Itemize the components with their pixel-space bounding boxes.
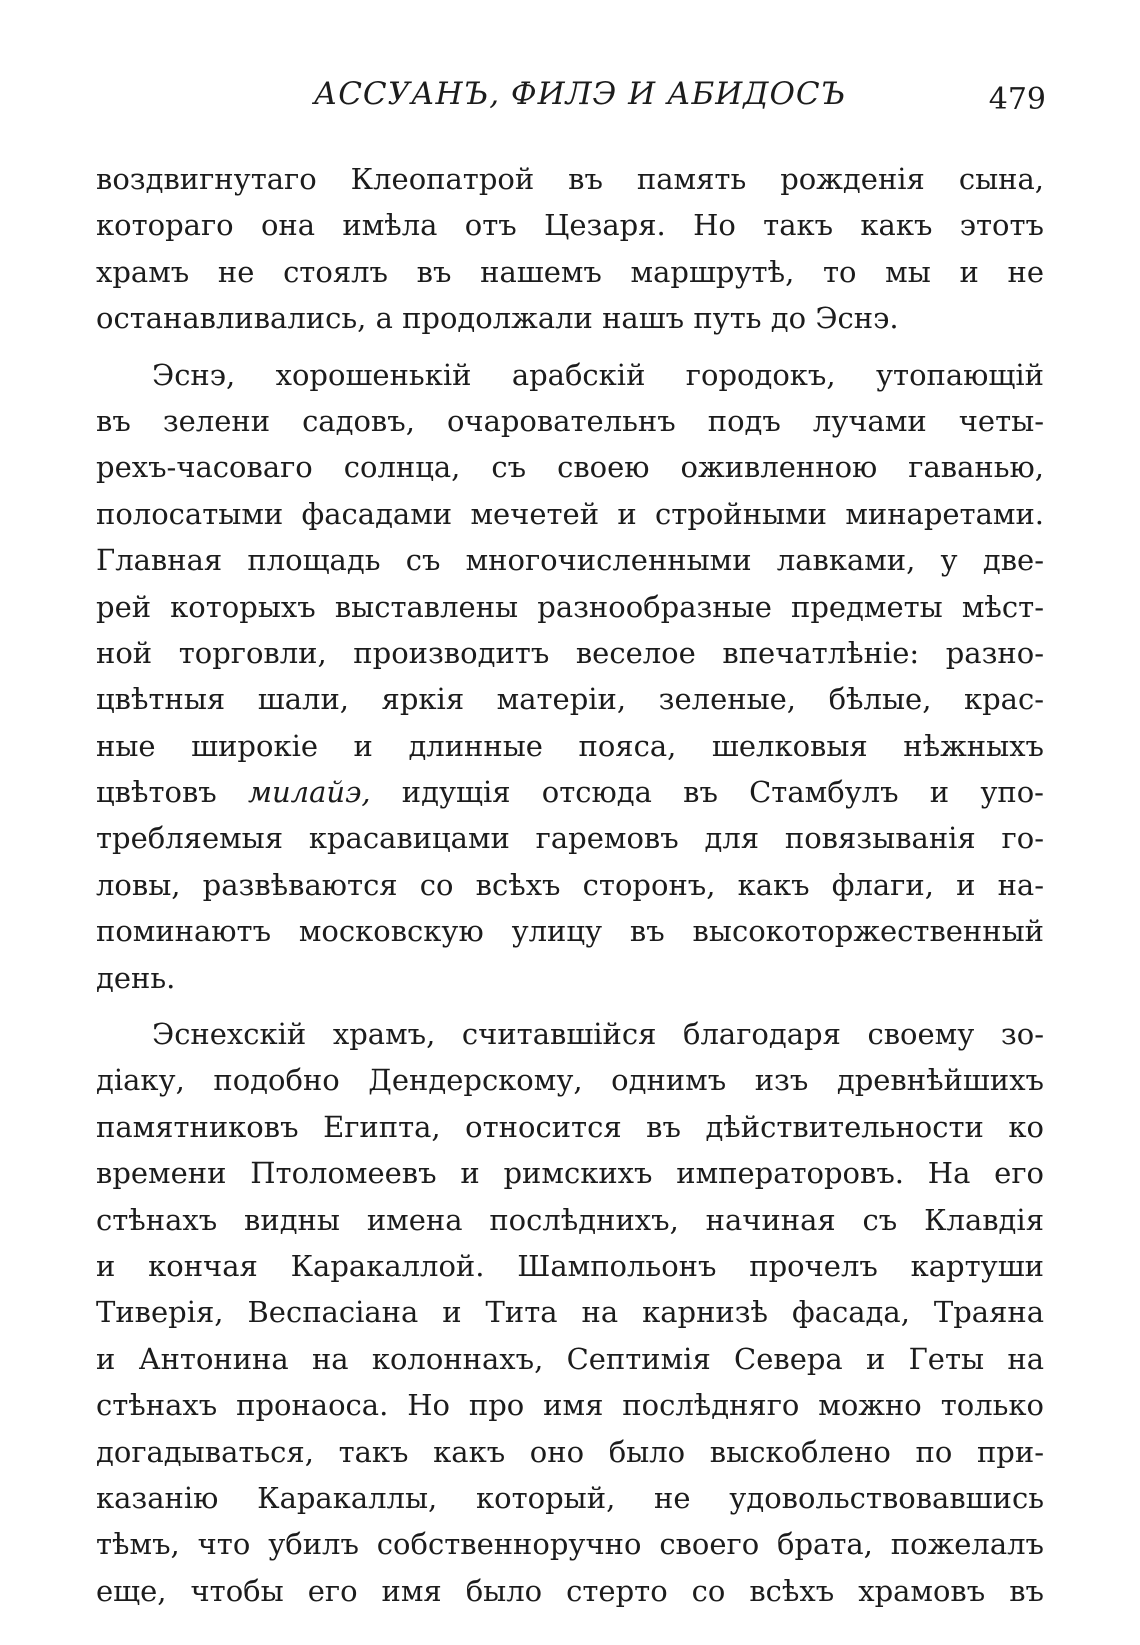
italic-term: милайэ, [247, 775, 371, 810]
text-line: и Антонина на колоннахъ, Септимія Севера и Геты на [96, 1341, 1044, 1376]
text-line: памятниковъ Египта, относится въ дѣйствительности ко [96, 1109, 1044, 1144]
running-head [96, 70, 1064, 122]
text-line: казанію Каракаллы, который, не удовольствовавшись [96, 1480, 1044, 1515]
text-line: Главная площадь съ многочисленными лавками, у две- [96, 543, 1044, 578]
text-line: рехъ-часоваго солнца, съ своею оживленною гаванью, [96, 450, 1044, 485]
text-line: Эснэ, хорошенькій арабскій городокъ, утопающій [152, 357, 1044, 392]
body-text [96, 156, 1044, 1614]
text-line: стѣнахъ пронаоса. Но про имя послѣдняго можно только [96, 1388, 1044, 1423]
page-number: 479 [988, 82, 1046, 117]
text-line: въ зелени садовъ, очаровательнъ подъ лучами четы- [96, 403, 1044, 438]
text-line: день. [96, 960, 176, 995]
text-line: рей которыхъ выставлены разнообразные предметы мѣст- [96, 589, 1044, 624]
text-line: догадываться, такъ какъ оно было выскоблено по при- [96, 1434, 1044, 1469]
text-line: цвѣтныя шали, яркія матеріи, зеленые, бѣлые, крас- [96, 682, 1044, 717]
text-line: Эснехскій храмъ, считавшійся благодаря своему зо- [152, 1017, 1044, 1052]
text-line: требляемыя красавицами гаремовъ для повязыванія го- [96, 821, 1044, 856]
text-line-with-italic [96, 769, 1044, 815]
line-text: идущія отсюда въ Стамбулъ и упо- [370, 775, 1044, 810]
text-line: котораго она имѣла отъ Цезаря. Но такъ какъ этотъ [96, 208, 1044, 243]
text-line: останавливались, а продолжали нашъ путь до Эснэ. [96, 301, 899, 336]
text-line: воздвигнутаго Клеопатрой въ память рожденія сына, [96, 162, 1044, 196]
text-line: времени Птоломеевъ и римскихъ императоровъ. На его [96, 1156, 1044, 1191]
running-title: АССУАНЪ, ФИЛЭ И АБИДОСЪ [313, 76, 847, 112]
text-line: поминаютъ московскую улицу въ высокоторжественный [96, 914, 1044, 949]
text-line: Тиверія, Веспасіана и Тита на карнизѣ фасада, Траяна [96, 1295, 1044, 1330]
text-line: полосатыми фасадами мечетей и стройными минаретами. [96, 496, 1044, 531]
text-line: ной торговли, производитъ веселое впечатлѣніе: разно- [96, 635, 1044, 670]
text-line: храмъ не стоялъ въ нашемъ маршрутѣ, то мы и не [96, 254, 1044, 289]
text-line: діаку, подобно Дендерскому, однимъ изъ древнѣйшихъ [96, 1063, 1044, 1098]
text-line: стѣнахъ видны имена послѣднихъ, начиная съ Клавдія [96, 1202, 1044, 1237]
text-line: ные широкіе и длинные пояса, шелковыя нѣжныхъ [96, 728, 1044, 763]
text-line: еще, чтобы его имя было стерто со всѣхъ храмовъ въ [96, 1573, 1044, 1608]
text-line: тѣмъ, что убилъ собственноручно своего брата, пожелалъ [96, 1527, 1044, 1562]
text-line: ловы, развѣваются со всѣхъ сторонъ, какъ флаги, и на- [96, 867, 1044, 902]
line-text: цвѣтовъ [96, 775, 248, 810]
text-line: и кончая Каракаллой. Шампольонъ прочелъ картуши [96, 1248, 1044, 1283]
